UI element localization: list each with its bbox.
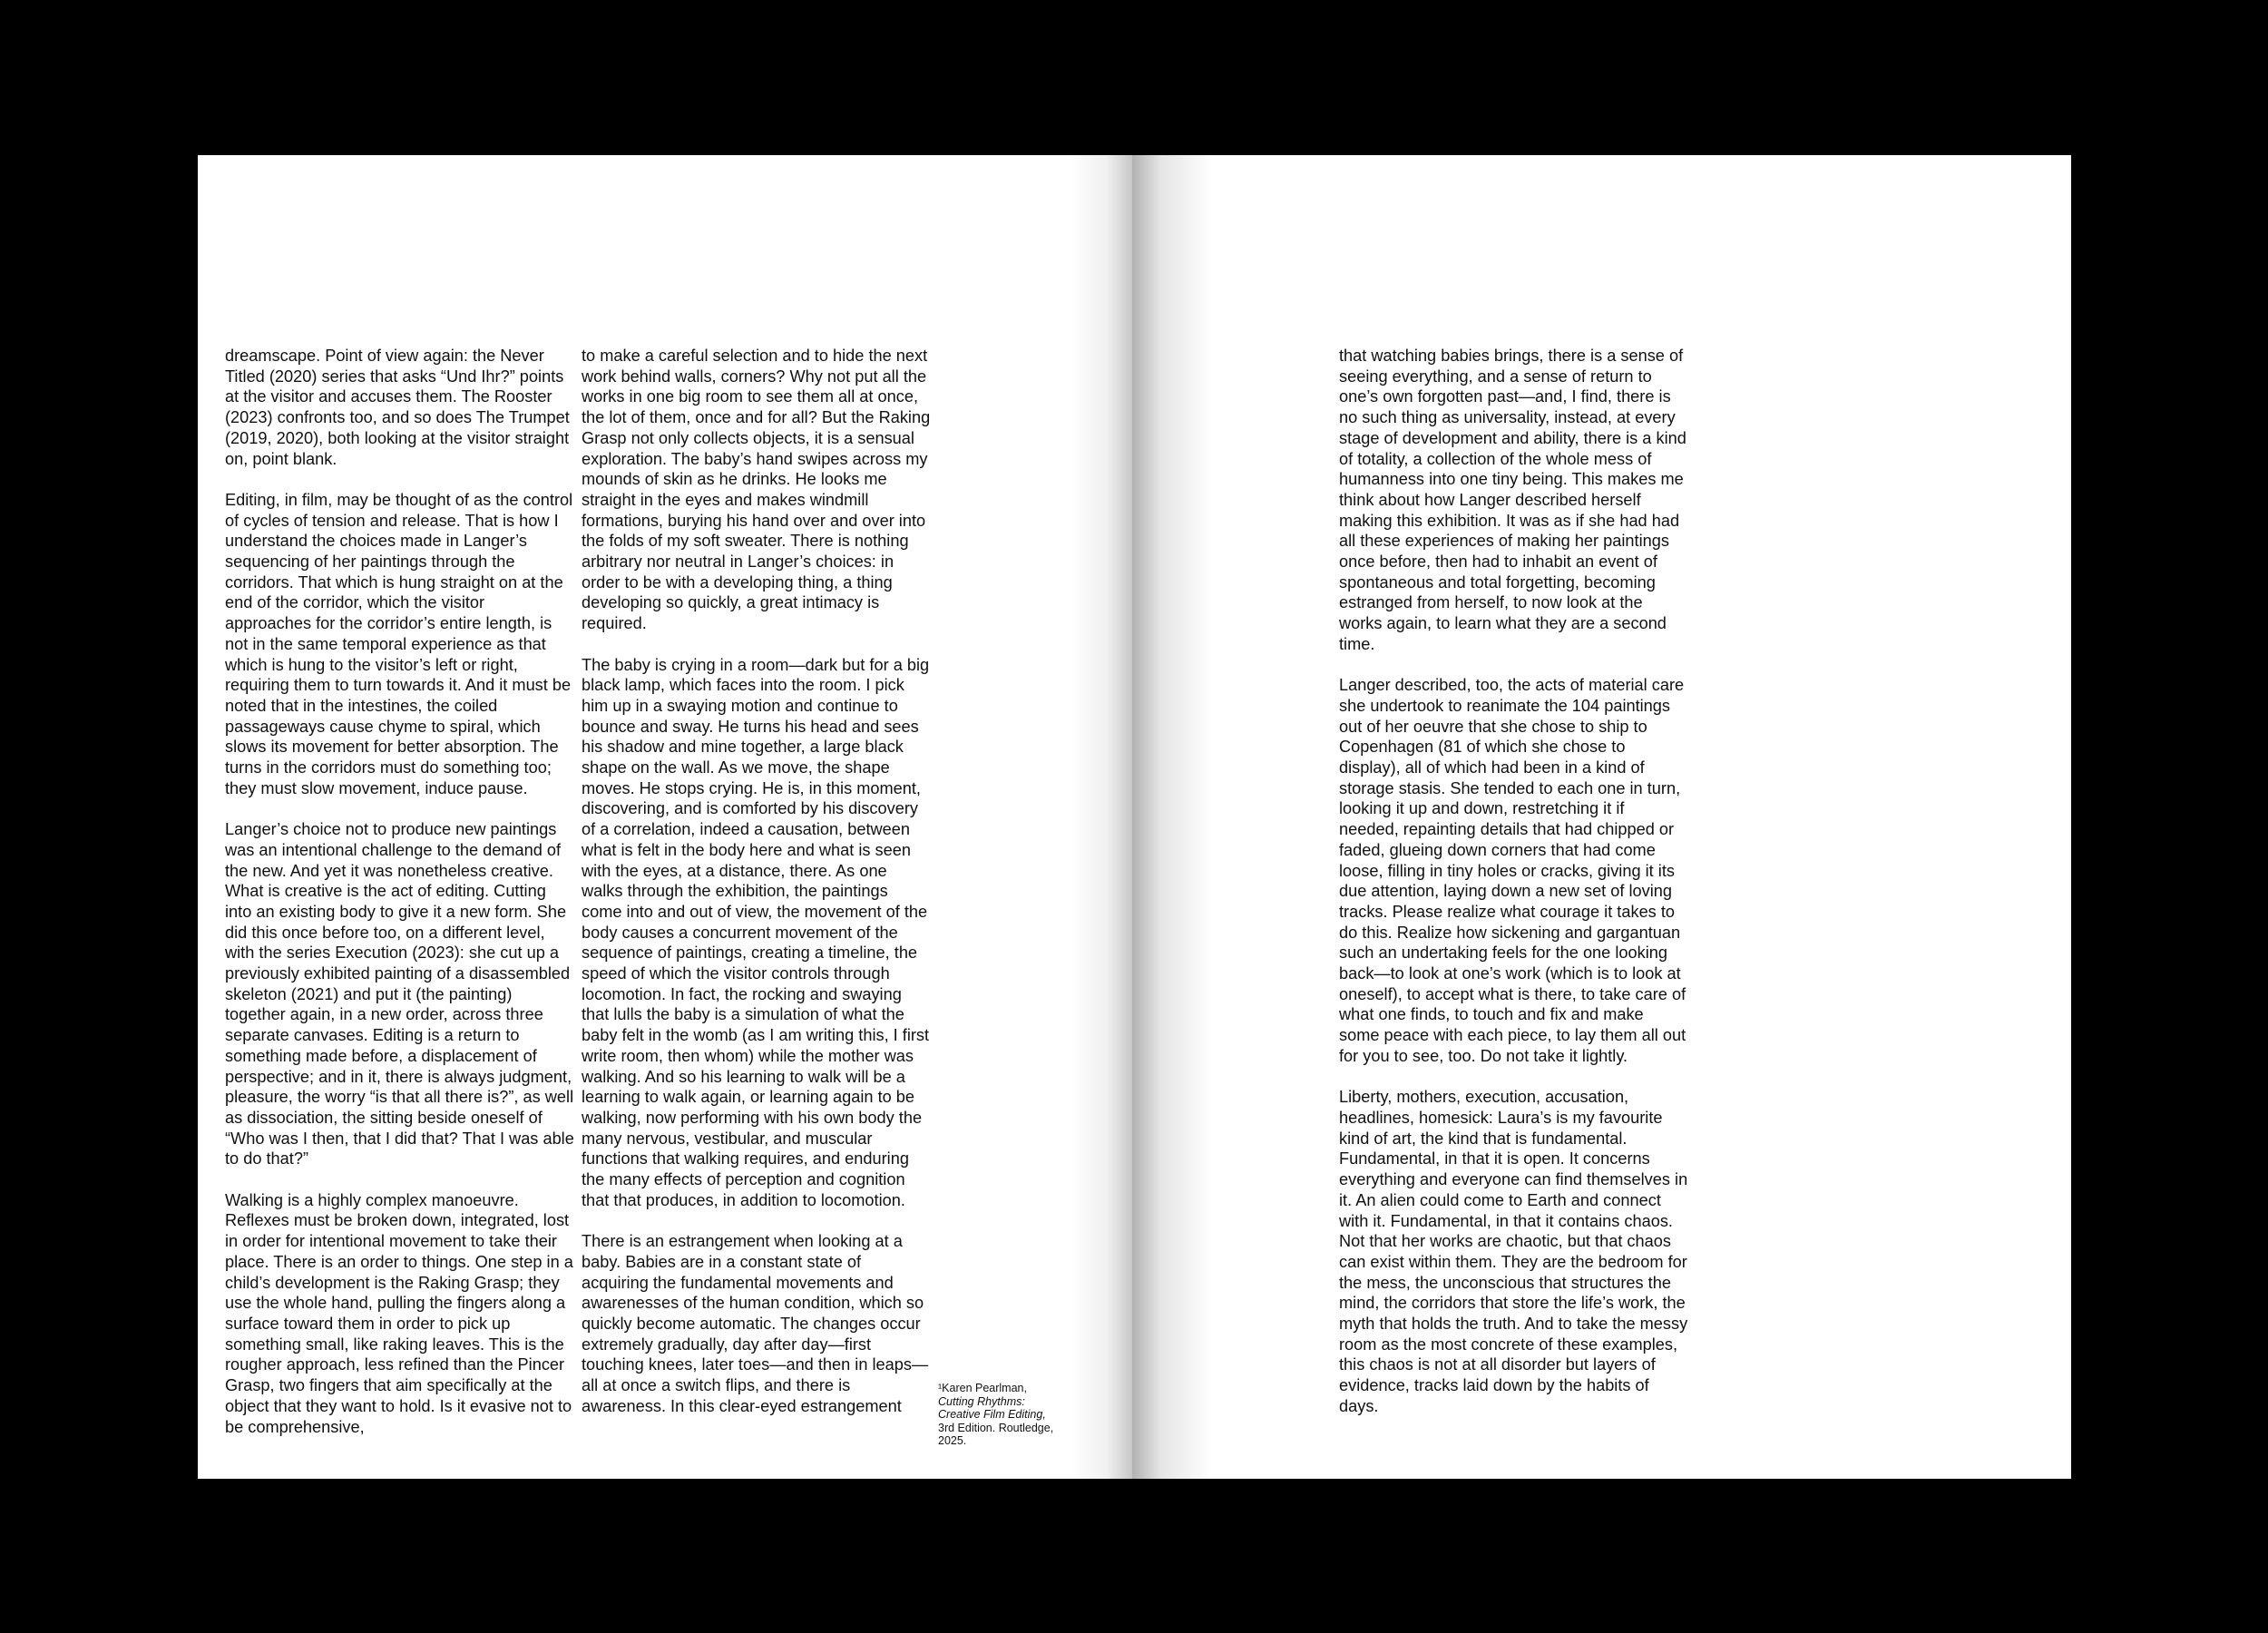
text-column-1 — [225, 346, 574, 1458]
footnote-title: Cutting Rhythms: Creative Film Editing, — [938, 1394, 1046, 1421]
paragraph: There is an estrangement when looking at a baby. Babies are in a constant state of acquiring the fundamental movements and awarenesses of the human condition, which so quickly become automatic. The changes occur extremely gradually, day after day—first touching knees, later toes—and then in leaps—all at once a switch flips, and there is awareness. In this clear-eyed estrangement — [582, 1232, 929, 1415]
paragraph: Liberty, mothers, execution, accusation, headlines, homesick: Laura’s is my favourite kind of art, the kind that is fundamental. Fundamental, in that it is open. It concerns everything and everyone can find themselves in it. An alien could come to Earth and connect with it. Fundamental, in that it contains chaos. Not that her works are chaotic, but that chaos can exist within them. They are the bedroom for the mess, the unconscious that structures the mind, the corridors that store the life’s work, the myth that holds the truth. And to take the messy room as the most concrete of these examples, this chaos is not at all disorder but layers of evidence, tracks laid down by the habits of days. — [1339, 1088, 1688, 1415]
paragraph: Langer’s choice not to produce new paintings was an intentional challenge to the demand of the new. And yet it was nonetheless creative. What is creative is the act of editing. Cutting into an existing body to give it a new form. She did this once before too, on a different level, with the series Execution (2023): she cut up a previously exhibited painting of a disassembled skeleton (2021) and put it (the painting) together again, in a new order, across three separate canvases. Editing is a return to something made before, a displacement of perspective; and in it, there is always judgment, pleasure, the worry “is that all there is?”, as well as dissociation, the sitting beside oneself of “Who was I then, that I did that? That I was able to do that?” — [225, 820, 574, 1169]
footnote-author: ¹Karen Pearlman, — [938, 1382, 1027, 1394]
paragraph: Langer described, too, the acts of material care she undertook to reanimate the 104 paintings out of her oeuvre that she chose to ship to Copenhagen (81 of which she chose to display), all of which had been in a kind of storage stasis. She tended to each one in turn, looking it up and down, restretching it if needed, repainting details that had chipped or faded, glueing down corners that had come loose, filling in tiny holes or cracks, giving it its due attention, laying down a new set of loving tracks. Please realize what courage it takes to do this. Realize how sickening and gargantuan such an undertaking feels for the one looking back—to look at one’s work (which is to look at oneself), to accept what is there, to take care of what one finds, to touch and fix and make some peace with each piece, to lay them all out for you to see, too. Do not take it lightly. — [1339, 676, 1686, 1065]
left-page — [198, 155, 1132, 1479]
magazine-spread — [198, 155, 2071, 1479]
text-column-3 — [1339, 346, 1688, 1437]
paragraph: that watching babies brings, there is a sense of seeing everything, and a sense of return to one’s own forgotten past—and, I find, there is no such thing as universality, instead, at every stage of development and ability, there is a kind of totality, a collection of the whole mess of humanness into one tiny being. This makes me think about how Langer described herself making this exhibition. It was as if she had had all these experiences of making her paintings once before, then had to inhabit an event of spontaneous and total forgetting, becoming estranged from herself, to now look at the works again, to learn what they are a second time. — [1339, 347, 1686, 653]
paragraph: to make a careful selection and to hide the next work behind walls, corners? Why not put all the works in one big room to see them all at once, the lot of them, once and for all? But the Raking Grasp not only collects objects, it is a sensual exploration. The baby’s hand swipes across my mounds of skin as he drinks. He looks me straight in the eyes and makes windmill formations, burying his hand over and over into the folds of my soft sweater. There is nothing arbitrary nor neutral in Langer’s choices: in order to be with a developing thing, a thing developing so quickly, a great intimacy is required. — [582, 347, 931, 633]
paragraph: The baby is crying in a room—dark but for a big black lamp, which faces into the room. I pick him up in a swaying motion and continue to bounce and sway. He turns his head and sees his shadow and mine together, a large black shape on the wall. As we move, the shape moves. He stops crying. He is, in this moment, discovering, and is comforted by his discovery of a correlation, indeed a causation, between what is felt in the body here and what is seen with the eyes, at a distance, there. As one walks through the exhibition, the paintings come into and out of view, the movement of the body causes a concurrent movement of the sequence of paintings, creating a timeline, the speed of which the visitor controls through locomotion. In fact, the rocking and swaying that lulls the baby is a simulation of what the baby felt in the womb (as I am writing this, I first write room, then whom) while the mother was walking. And so his learning to walk will be a learning to walk again, or learning again to be walking, now performing with his own body the many nervous, vestibular, and muscular functions that walking requires, and enduring the many effects of perception and cognition that that produces, in addition to locomotion. — [582, 655, 930, 1209]
gutter-shadow-left — [1069, 155, 1132, 1479]
gutter-shadow-right — [1132, 155, 1214, 1479]
paragraph: Walking is a highly complex manoeuvre. Reflexes must be broken down, integrated, lost in order for intentional movement to take their place. There is an order to things. One step in a child’s development is the Raking Grasp; they use the whole hand, pulling the fingers along a surface toward them in order to pick up something small, like raking leaves. This is the rougher approach, less refined than the Pincer Grasp, two fingers that aim specifically at the object that they want to hold. Is it evasive not to be comprehensive, — [225, 1190, 573, 1436]
text-column-2 — [582, 346, 931, 1437]
footnote — [938, 1382, 1065, 1448]
paragraph: Editing, in film, may be thought of as the control of cycles of tension and release. That is how I understand the choices made in Langer’s sequencing of her paintings through the corridors. That which is hung straight on at the end of the corridor, which the visitor approaches for the corridor’s entire length, is not in the same temporal experience as that which is hung to the visitor’s left or right, requiring them to turn towards it. And it must be noted that in the intestines, the coiled passageways cause chyme to spiral, which slows its movement for better absorption. The turns in the corridors must do something too; they must slow movement, induce pause. — [225, 490, 573, 797]
footnote-details: 3rd Edition. Routledge, 2025. — [938, 1421, 1054, 1447]
paragraph: dreamscape. Point of view again: the Never Titled (2020) series that asks “Und Ihr?” points at the visitor and accuses them. The Rooster (2023) confronts too, and so does The Trumpet (2019, 2020), both looking at the visitor straight on, point blank. — [225, 347, 570, 468]
